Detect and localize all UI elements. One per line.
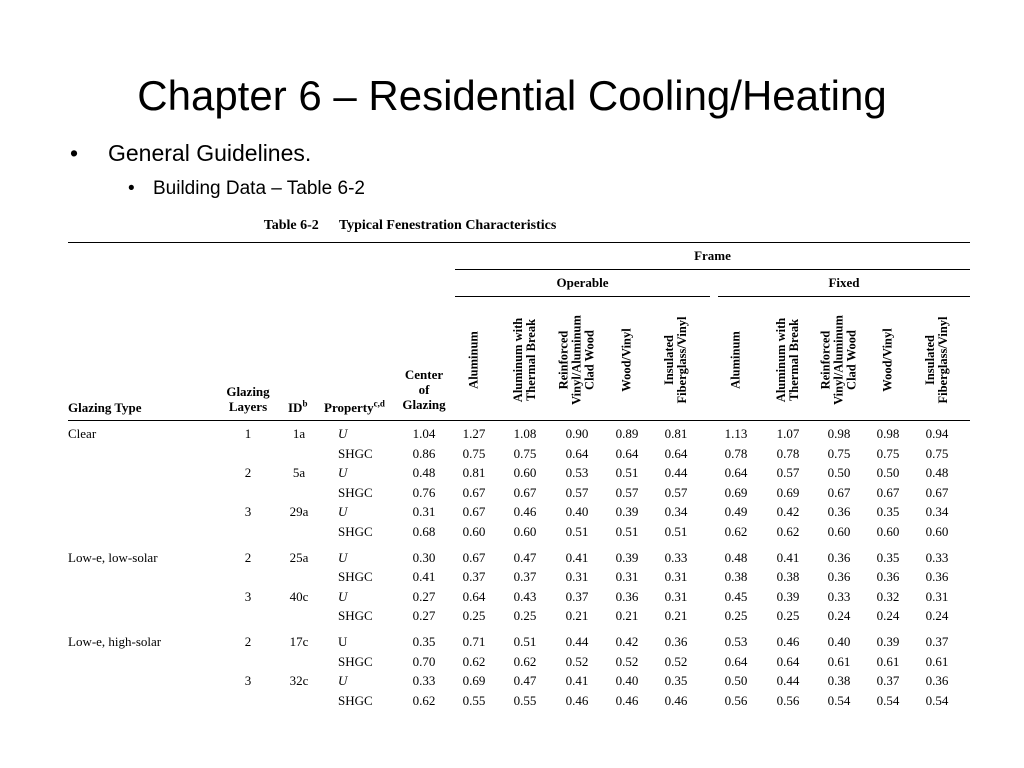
cell-property: SHGC <box>338 569 373 585</box>
cell-fixed-3: 0.61 <box>827 653 851 669</box>
cell-operable-3: 0.41 <box>565 549 589 565</box>
cell-operable-4: 0.31 <box>615 569 639 585</box>
cell-property: U <box>338 504 348 520</box>
cell-glazing-layers: 3 <box>244 588 252 604</box>
cell-fixed-5: 0.34 <box>925 504 949 520</box>
header-id: $ID^b$ <box>288 398 308 415</box>
cell-operable-5: 0.46 <box>664 692 688 708</box>
cell-fixed-1: 1.13 <box>724 426 748 441</box>
cell-operable-2: 0.62 <box>513 653 537 669</box>
cell-operable-5: 0.81 <box>664 426 688 441</box>
header-center-of-glazing <box>396 367 452 412</box>
cell-id: 5a <box>292 465 306 481</box>
cell-operable-3: 0.53 <box>565 465 589 481</box>
fixed-group-rule <box>718 296 970 297</box>
cell-glazing-type: Low-e, low-solar <box>68 549 158 565</box>
cell-operable-1: 0.60 <box>462 524 486 539</box>
cell-fixed-2: 0.38 <box>776 569 800 585</box>
cell-fixed-2: 0.39 <box>776 588 800 604</box>
cell-operable-5: 0.34 <box>664 504 688 520</box>
cell-fixed-1: 0.69 <box>724 484 748 500</box>
cell-fixed-1: 0.50 <box>724 673 748 689</box>
cell-fixed-3: 0.50 <box>827 465 851 481</box>
cell-operable-4: 0.39 <box>615 549 639 565</box>
cell-fixed-5: 0.61 <box>925 653 949 669</box>
cell-center-of-glazing: 0.31 <box>412 504 436 520</box>
cell-fixed-4: 0.50 <box>876 465 900 481</box>
header-operable-col-2-label: Aluminum with Thermal Break <box>511 317 538 403</box>
cell-fixed-3: 0.67 <box>827 484 851 500</box>
cell-fixed-5: 0.36 <box>925 673 949 689</box>
cell-operable-2: 0.60 <box>513 465 537 481</box>
cell-fixed-5: 0.48 <box>925 465 949 481</box>
cell-fixed-4: 0.75 <box>876 445 900 461</box>
cell-fixed-2: 1.07 <box>776 426 800 441</box>
cell-operable-1: 1.27 <box>462 426 486 441</box>
cell-operable-2: 0.60 <box>513 524 537 539</box>
header-center-line1: Center <box>404 367 444 382</box>
header-glazing-layers-line1: Glazing <box>226 384 270 399</box>
cell-property: U <box>338 634 348 649</box>
cell-id: 1a <box>292 426 306 441</box>
cell-operable-1: 0.64 <box>462 588 486 604</box>
header-fixed-col-1-label: Aluminum <box>728 331 743 389</box>
cell-operable-1: 0.69 <box>462 673 486 689</box>
cell-fixed-2: 0.42 <box>776 504 800 520</box>
cell-center-of-glazing: 0.33 <box>412 673 436 689</box>
cell-operable-1: 0.25 <box>462 608 486 624</box>
cell-fixed-1: 0.49 <box>724 504 748 520</box>
cell-property: SHGC <box>338 653 373 669</box>
cell-operable-5: 0.33 <box>664 549 688 565</box>
bullet-text: General Guidelines. <box>108 140 312 166</box>
cell-center-of-glazing: 0.35 <box>412 634 436 649</box>
cell-glazing-layers: 2 <box>244 634 252 649</box>
cell-fixed-4: 0.60 <box>876 524 900 539</box>
cell-center-of-glazing: 0.48 <box>412 465 436 481</box>
cell-fixed-2: 0.64 <box>776 653 800 669</box>
cell-operable-5: 0.21 <box>664 608 688 624</box>
cell-fixed-1: 0.38 <box>724 569 748 585</box>
frame-group-rule <box>455 269 970 270</box>
header-glazing-layers-line2: Layers <box>228 399 268 414</box>
cell-property: U <box>338 588 348 604</box>
cell-fixed-3: 0.38 <box>827 673 851 689</box>
cell-operable-4: 0.39 <box>615 504 639 520</box>
cell-fixed-3: 0.36 <box>827 549 851 565</box>
header-operable-col-3-label: Reinforced Vinyl/Aluminum Clad Wood <box>556 315 597 405</box>
cell-fixed-4: 0.24 <box>876 608 900 624</box>
cell-fixed-5: 0.33 <box>925 549 949 565</box>
cell-fixed-3: 0.24 <box>827 608 851 624</box>
cell-operable-5: 0.44 <box>664 465 688 481</box>
cell-operable-3: 0.57 <box>565 484 589 500</box>
cell-fixed-3: 0.60 <box>827 524 851 539</box>
cell-fixed-2: 0.78 <box>776 445 800 461</box>
cell-fixed-4: 0.35 <box>876 549 900 565</box>
operable-group-rule <box>455 296 710 297</box>
bullet-dot: • <box>70 140 79 166</box>
cell-fixed-3: 0.36 <box>827 504 851 520</box>
header-operable-col-4-label: Wood/Vinyl <box>619 328 634 392</box>
cell-operable-2: 0.47 <box>513 673 537 689</box>
cell-property: SHGC <box>338 484 373 500</box>
cell-operable-3: 0.21 <box>565 608 589 624</box>
cell-fixed-5: 0.37 <box>925 634 949 649</box>
cell-fixed-2: 0.57 <box>776 465 800 481</box>
cell-fixed-4: 0.54 <box>876 692 900 708</box>
cell-fixed-2: 0.25 <box>776 608 800 624</box>
cell-fixed-2: 0.44 <box>776 673 800 689</box>
bullet-text: Building Data – Table 6-2 <box>153 178 365 199</box>
cell-operable-2: 0.55 <box>513 692 537 708</box>
cell-operable-4: 0.36 <box>615 588 639 604</box>
cell-operable-5: 0.31 <box>664 569 688 585</box>
cell-fixed-3: 0.33 <box>827 588 851 604</box>
cell-operable-1: 0.62 <box>462 653 486 669</box>
cell-operable-2: 0.47 <box>513 549 537 565</box>
cell-fixed-2: 0.41 <box>776 549 800 565</box>
cell-operable-1: 0.67 <box>462 484 486 500</box>
cell-operable-3: 0.40 <box>565 504 589 520</box>
bullet-dot: • <box>128 178 135 199</box>
cell-operable-1: 0.81 <box>462 465 486 481</box>
cell-fixed-1: 0.62 <box>724 524 748 539</box>
cell-operable-1: 0.71 <box>462 634 486 649</box>
cell-fixed-4: 0.36 <box>876 569 900 585</box>
cell-property: SHGC <box>338 445 373 461</box>
cell-fixed-3: 0.75 <box>827 445 851 461</box>
cell-center-of-glazing: 0.41 <box>412 569 436 585</box>
cell-operable-3: 0.46 <box>565 692 589 708</box>
cell-glazing-layers: 2 <box>244 549 252 565</box>
cell-operable-5: 0.64 <box>664 445 688 461</box>
header-glazing-layers <box>220 384 276 414</box>
cell-glazing-layers: 3 <box>244 673 252 689</box>
cell-center-of-glazing: 0.86 <box>412 445 436 461</box>
cell-fixed-5: 0.67 <box>925 484 949 500</box>
cell-operable-4: 0.42 <box>615 634 639 649</box>
cell-operable-2: 0.25 <box>513 608 537 624</box>
cell-operable-3: 0.44 <box>565 634 589 649</box>
cell-fixed-5: 0.54 <box>925 692 949 708</box>
cell-fixed-1: 0.64 <box>724 653 748 669</box>
header-fixed-col-4-label: Wood/Vinyl <box>880 328 895 392</box>
cell-property: SHGC <box>338 692 373 708</box>
frame-group-header: Frame <box>694 248 731 263</box>
cell-fixed-5: 0.24 <box>925 608 949 624</box>
cell-fixed-5: 0.60 <box>925 524 949 539</box>
cell-operable-2: 0.67 <box>513 484 537 500</box>
cell-operable-2: 0.75 <box>513 445 537 461</box>
header-glazing-type: Glazing Type <box>68 400 142 415</box>
cell-fixed-4: 0.32 <box>876 588 900 604</box>
header-fixed-col-2-label: Aluminum with Thermal Break <box>774 317 801 403</box>
cell-id: 29a <box>289 504 309 520</box>
cell-fixed-3: 0.54 <box>827 692 851 708</box>
cell-glazing-layers: 3 <box>244 504 252 520</box>
cell-fixed-4: 0.61 <box>876 653 900 669</box>
cell-property: U <box>338 465 348 481</box>
cell-fixed-1: 0.78 <box>724 445 748 461</box>
cell-operable-4: 0.52 <box>615 653 639 669</box>
slide-title: Chapter 6 – Residential Cooling/Heating <box>137 72 887 119</box>
table-caption-title: Typical Fenestration Characteristics <box>338 218 557 233</box>
cell-operable-3: 0.64 <box>565 445 589 461</box>
cell-operable-4: 0.51 <box>615 524 639 539</box>
header-operable-col-5-label: Insulated Fiberglass/Vinyl <box>662 316 689 404</box>
cell-operable-5: 0.57 <box>664 484 688 500</box>
cell-fixed-1: 0.53 <box>724 634 748 649</box>
cell-fixed-1: 0.25 <box>724 608 748 624</box>
cell-glazing-type: Clear <box>68 426 97 441</box>
cell-center-of-glazing: 0.76 <box>412 484 436 500</box>
cell-operable-1: 0.67 <box>462 549 486 565</box>
cell-fixed-4: 0.37 <box>876 673 900 689</box>
cell-center-of-glazing: 0.68 <box>412 524 436 539</box>
cell-glazing-type: Low-e, high-solar <box>68 634 162 649</box>
cell-operable-4: 0.46 <box>615 692 639 708</box>
cell-fixed-1: 0.45 <box>724 588 748 604</box>
cell-operable-2: 0.43 <box>513 588 537 604</box>
cell-fixed-2: 0.46 <box>776 634 800 649</box>
cell-fixed-1: 0.48 <box>724 549 748 565</box>
header-center-line2: of <box>418 382 430 397</box>
fixed-group-header: Fixed <box>828 275 860 290</box>
cell-fixed-5: 0.36 <box>925 569 949 585</box>
cell-operable-3: 0.52 <box>565 653 589 669</box>
header-center-line3: Glazing <box>402 397 446 412</box>
cell-operable-5: 0.52 <box>664 653 688 669</box>
cell-id: 32c <box>289 673 309 689</box>
cell-operable-4: 0.89 <box>615 426 639 441</box>
cell-operable-4: 0.40 <box>615 673 639 689</box>
cell-center-of-glazing: 0.30 <box>412 549 436 565</box>
header-bottom-rule <box>68 420 970 421</box>
cell-operable-1: 0.67 <box>462 504 486 520</box>
cell-property: SHGC <box>338 524 373 539</box>
header-operable-col-1-label: Aluminum <box>466 331 481 389</box>
cell-glazing-layers: 2 <box>244 465 252 481</box>
cell-operable-5: 0.51 <box>664 524 688 539</box>
cell-fixed-4: 0.39 <box>876 634 900 649</box>
cell-operable-3: 0.41 <box>565 673 589 689</box>
cell-fixed-4: 0.35 <box>876 504 900 520</box>
cell-fixed-3: 0.36 <box>827 569 851 585</box>
table-top-rule <box>68 242 970 243</box>
cell-operable-3: 0.31 <box>565 569 589 585</box>
cell-operable-2: 0.51 <box>513 634 537 649</box>
cell-operable-1: 0.55 <box>462 692 486 708</box>
cell-center-of-glazing: 0.27 <box>412 608 436 624</box>
cell-property: U <box>338 549 348 565</box>
fenestration-table <box>60 212 975 712</box>
cell-operable-4: 0.51 <box>615 465 639 481</box>
cell-id: 17c <box>289 634 309 649</box>
cell-fixed-3: 0.98 <box>827 426 851 441</box>
cell-fixed-5: 0.94 <box>925 426 949 441</box>
cell-fixed-2: 0.56 <box>776 692 800 708</box>
cell-operable-3: 0.37 <box>565 588 589 604</box>
cell-fixed-5: 0.31 <box>925 588 949 604</box>
cell-fixed-1: 0.56 <box>724 692 748 708</box>
header-property: Property$^{c,d}$ <box>324 398 385 415</box>
cell-glazing-layers: 1 <box>244 426 252 441</box>
cell-operable-1: 0.75 <box>462 445 486 461</box>
cell-operable-2: 0.37 <box>513 569 537 585</box>
cell-id: 25a <box>289 549 309 565</box>
cell-operable-2: 1.08 <box>513 426 537 441</box>
operable-group-header: Operable <box>556 275 609 290</box>
cell-operable-3: 0.51 <box>565 524 589 539</box>
cell-fixed-4: 0.98 <box>876 426 900 441</box>
cell-fixed-1: 0.64 <box>724 465 748 481</box>
cell-operable-5: 0.31 <box>664 588 688 604</box>
cell-operable-4: 0.57 <box>615 484 639 500</box>
cell-fixed-2: 0.62 <box>776 524 800 539</box>
cell-operable-5: 0.36 <box>664 634 688 649</box>
cell-operable-2: 0.46 <box>513 504 537 520</box>
table-caption <box>60 218 760 234</box>
cell-center-of-glazing: 1.04 <box>412 426 436 441</box>
cell-center-of-glazing: 0.70 <box>412 653 436 669</box>
cell-property: U <box>338 673 348 689</box>
cell-property: SHGC <box>338 608 373 624</box>
cell-operable-3: 0.90 <box>565 426 589 441</box>
cell-fixed-3: 0.40 <box>827 634 851 649</box>
cell-fixed-4: 0.67 <box>876 484 900 500</box>
cell-center-of-glazing: 0.27 <box>412 588 436 604</box>
cell-operable-4: 0.64 <box>615 445 639 461</box>
cell-id: 40c <box>289 588 309 604</box>
table-caption-number: Table 6-2 <box>263 218 319 233</box>
header-fixed-col-5-label: Insulated Fiberglass/Vinyl <box>923 316 950 404</box>
cell-property: U <box>338 426 348 441</box>
header-fixed-col-3-label: Reinforced Vinyl/Aluminum Clad Wood <box>818 315 859 405</box>
cell-operable-5: 0.35 <box>664 673 688 689</box>
cell-fixed-5: 0.75 <box>925 445 949 461</box>
cell-fixed-2: 0.69 <box>776 484 800 500</box>
cell-operable-4: 0.21 <box>615 608 639 624</box>
cell-operable-1: 0.37 <box>462 569 486 585</box>
cell-center-of-glazing: 0.62 <box>412 692 436 708</box>
